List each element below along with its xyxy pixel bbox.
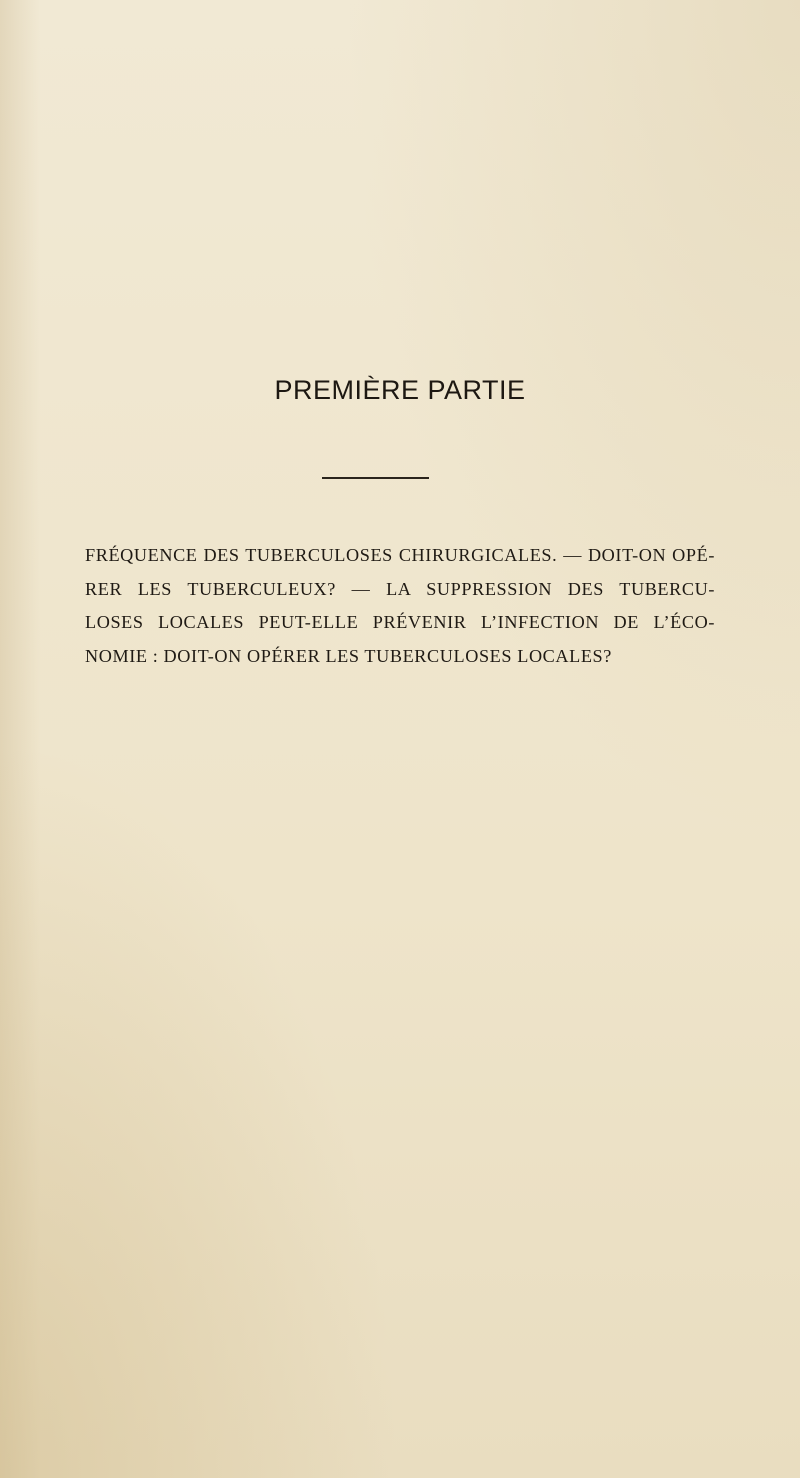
summary-line-2: RER LES TUBERCULEUX? — LA SUPPRESSION DES TUBERCU- (85, 578, 715, 599)
summary-line-3: LOSES LOCALES PEUT-ELLE PRÉVENIR L’INFECTION DE L’ÉCO- (85, 612, 715, 632)
summary-line-4: NOMIE : DOIT-ON OPÉRER LES TUBERCULOSES LOCALES? (85, 645, 612, 666)
title-divider-rule (322, 477, 429, 479)
part-title: PREMIÈRE PARTIE (274, 375, 526, 405)
chapter-summary (85, 539, 715, 673)
summary-line-1: FRÉQUENCE DES TUBERCULOSES CHIRURGICALES. — DOIT-ON OPÉ- (85, 545, 715, 565)
